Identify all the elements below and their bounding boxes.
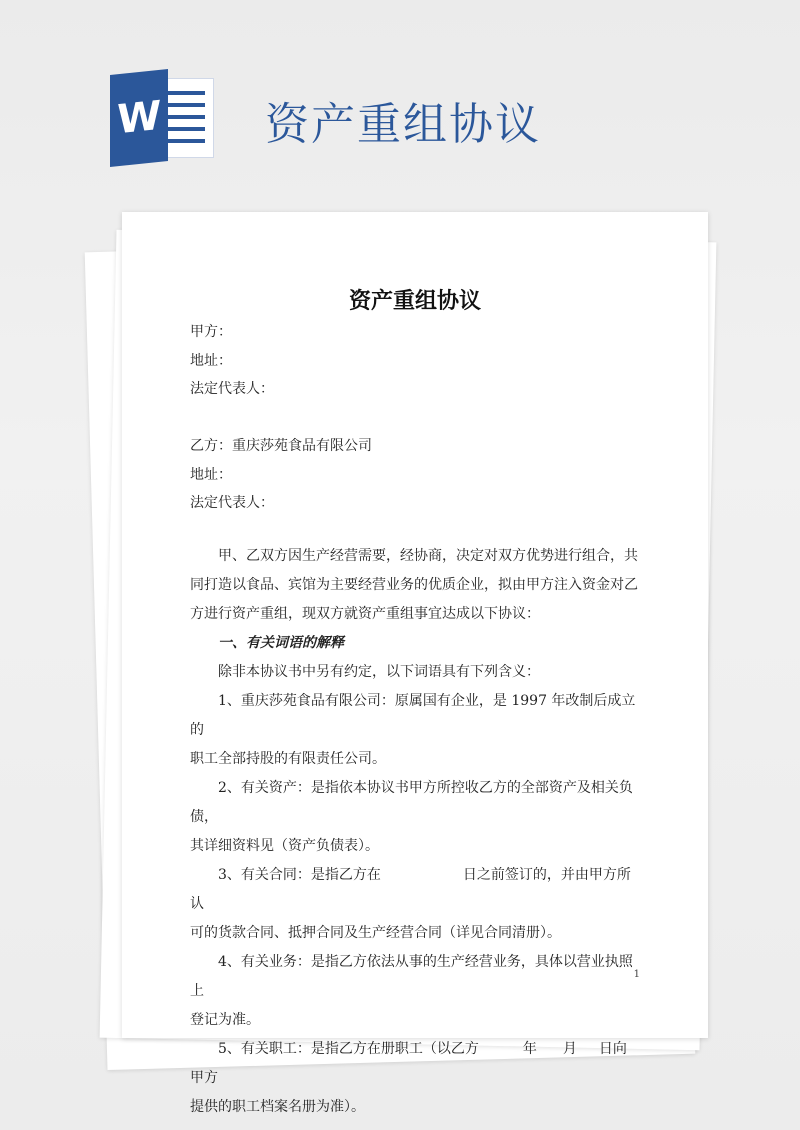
party-a-label: 甲方： (190, 324, 232, 340)
intro-line-1: 甲、乙双方因生产经营需要，经协商，决定对双方优势进行组合，共 (218, 548, 638, 564)
item-2-line-2: 其详细资料见（资产负债表）。 (190, 838, 379, 854)
agreement-body (190, 542, 640, 1122)
intro-line-2: 同打造以食品、宾馆为主要经营业务的优质企业，拟由甲方注入资金对乙 (190, 577, 638, 593)
party-a-block (190, 318, 640, 404)
section-1-heading: 一、有关词语的解释 (218, 635, 344, 651)
item-5-part-1: 5、有关职工：是指乙方在册职工（以乙方 (218, 1041, 479, 1057)
party-a-rep: 法定代表人： (190, 381, 274, 397)
party-b-label: 乙方：重庆莎苑食品有限公司 (190, 438, 372, 454)
word-badge: W (110, 69, 168, 167)
item-4-line-2: 登记为准。 (190, 1012, 260, 1028)
header-title: 资产重组协议 (265, 99, 541, 150)
item-3-line-2: 可的货款合同、抵押合同及生产经营合同（详见合同清册）。 (190, 925, 561, 941)
section-1-lead: 除非本协议书中另有约定，以下词语具有下列含义： (218, 664, 540, 680)
item-3-part-1: 3、有关合同：是指乙方在 (218, 867, 381, 883)
document-title: 资产重组协议 (348, 288, 481, 314)
item-5-line-2: 提供的职工档案名册为准）。 (190, 1099, 365, 1115)
item-2-line-1: 2、有关资产：是指依本协议书甲方所控收乙方的全部资产及相关负债， (190, 780, 633, 825)
party-a-address: 地址： (190, 352, 232, 369)
party-b-address: 地址： (190, 466, 232, 483)
party-b-block (190, 432, 640, 518)
word-app-icon (110, 72, 214, 164)
item-4-line-1: 4、有关业务：是指乙方依法从事的生产经营业务，具体以营业执照上 (190, 954, 633, 999)
item-1-line-1: 1、重庆莎苑食品有限公司：原属国有企业，是 1997 年改制后成立的 (190, 693, 636, 738)
page-number: 1 (633, 969, 640, 980)
document-page (122, 212, 708, 1115)
item-5-year: 年 (522, 1041, 537, 1057)
item-5-line-1 (190, 1035, 640, 1093)
item-5-month: 月 (562, 1041, 577, 1057)
item-1-line-2: 职工全部持股的有限责任公司。 (190, 751, 386, 767)
item-3-line-1 (190, 861, 640, 919)
item-3-part-2: 日之前签订的，并由甲方所认 (190, 867, 631, 912)
intro-line-3: 方进行资产重组，现双方就资产重组事宜达成以下协议： (190, 606, 540, 622)
party-b-rep: 法定代表人： (190, 495, 274, 511)
item-5-part-2: 日向甲方 (190, 1041, 627, 1086)
